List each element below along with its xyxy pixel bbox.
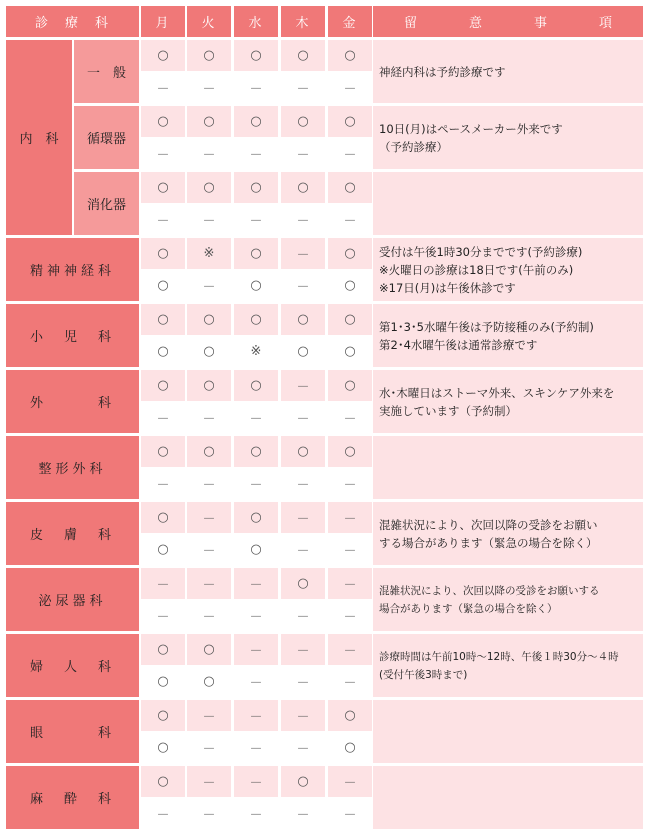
department-note: 受付は午後1時30分までです(予約診療) ※火曜日の診療は18日です(午前のみ) ※17日(月)は午後休診です [373,238,643,301]
am-mark: － [281,370,325,401]
department-label: 麻 酔 科 [6,766,139,829]
pm-mark: － [281,204,325,235]
department-note: 混雑状況により、次回以降の受診をお願いする 場合があります（緊急の場合を除く） [373,568,643,631]
pm-mark: － [281,732,325,763]
department-note: 神経内科は予約診療です [373,40,643,103]
header-day: 月 [141,6,185,37]
am-mark: ○ [141,40,185,71]
am-mark: ○ [187,40,231,71]
subdepartment-label: 循環器 [74,106,139,169]
pm-mark: － [187,600,231,631]
pm-mark: － [328,534,372,565]
am-mark: ○ [141,766,185,797]
pm-mark: － [281,798,325,829]
pm-mark: ○ [328,336,372,367]
am-mark: ○ [328,304,372,335]
pm-mark: － [141,138,185,169]
pm-mark: － [281,666,325,697]
pm-mark: － [141,468,185,499]
pm-mark: － [187,468,231,499]
am-mark: ○ [187,436,231,467]
department-label: 精神神経科 [6,238,139,301]
pm-mark: ○ [187,336,231,367]
am-mark: － [328,568,372,599]
am-mark: － [234,700,278,731]
am-mark: ○ [328,700,372,731]
pm-mark: ○ [234,534,278,565]
department-label: 小 児 科 [6,304,139,367]
pm-mark: － [141,798,185,829]
pm-mark: － [328,666,372,697]
pm-mark: － [281,534,325,565]
am-mark: ○ [328,370,372,401]
am-mark: ○ [187,370,231,401]
am-mark: ○ [234,172,278,203]
department-note [373,436,643,499]
am-mark: ○ [187,172,231,203]
am-mark: ○ [234,238,278,269]
am-mark: ○ [281,304,325,335]
am-mark: ○ [328,106,372,137]
pm-mark: － [187,732,231,763]
pm-mark: ○ [187,666,231,697]
am-mark: ○ [141,106,185,137]
header-day: 木 [281,6,325,37]
am-mark: ○ [281,40,325,71]
am-mark: － [234,634,278,665]
pm-mark: － [187,270,231,301]
department-note [373,766,643,829]
pm-mark: ○ [141,732,185,763]
department-label: 外 科 [6,370,139,433]
pm-mark: － [234,138,278,169]
am-mark: － [328,766,372,797]
am-mark: ○ [187,634,231,665]
pm-mark: － [328,402,372,433]
am-mark: ○ [281,172,325,203]
am-mark: ○ [234,304,278,335]
pm-mark: － [187,798,231,829]
am-mark: － [328,502,372,533]
pm-mark: ○ [281,336,325,367]
pm-mark: － [141,402,185,433]
pm-mark: － [234,204,278,235]
header-day: 水 [234,6,278,37]
am-mark: － [187,568,231,599]
am-mark: － [328,634,372,665]
am-mark: ○ [281,568,325,599]
header-notes-char: 留 [403,16,417,31]
pm-mark: － [328,468,372,499]
pm-mark: ○ [234,270,278,301]
pm-mark: ○ [141,336,185,367]
am-mark: ○ [141,304,185,335]
pm-mark: － [234,72,278,103]
am-mark: ○ [234,502,278,533]
am-mark: ○ [141,502,185,533]
am-mark: － [281,634,325,665]
pm-mark: ※ [234,336,278,367]
department-note [373,700,643,763]
am-mark: ○ [328,238,372,269]
header-day: 金 [328,6,372,37]
department-internal-medicine: 内 科 [6,40,72,235]
pm-mark: － [187,402,231,433]
am-mark: ○ [234,370,278,401]
pm-mark: ○ [141,666,185,697]
department-label: 泌尿器科 [6,568,139,631]
department-note: 診療時間は午前10時～12時、午後１時30分～４時 (受付午後3時まで) [373,634,643,697]
header-notes-char: 意 [468,16,482,31]
pm-mark: － [328,600,372,631]
header-notes-char: 項 [599,16,613,31]
am-mark: ○ [234,106,278,137]
am-mark: － [187,502,231,533]
header-notes-char: 事 [534,16,548,31]
pm-mark: － [328,204,372,235]
pm-mark: － [328,138,372,169]
am-mark: ○ [234,436,278,467]
am-mark: ○ [141,238,185,269]
pm-mark: － [141,204,185,235]
am-mark: ○ [141,700,185,731]
pm-mark: － [281,402,325,433]
pm-mark: － [234,666,278,697]
pm-mark: ○ [328,270,372,301]
am-mark: ○ [187,304,231,335]
am-mark: ○ [234,40,278,71]
am-mark: ※ [187,238,231,269]
subdepartment-label: 消化器 [74,172,139,235]
department-note: 水･木曜日はストーマ外来、スキンケア外来を 実施しています（予約制） [373,370,643,433]
am-mark: ○ [328,40,372,71]
am-mark: ○ [281,106,325,137]
pm-mark: ○ [141,534,185,565]
pm-mark: － [187,204,231,235]
pm-mark: － [234,468,278,499]
am-mark: － [281,700,325,731]
department-note [373,172,643,235]
pm-mark: － [141,600,185,631]
header-notes [373,6,643,37]
pm-mark: － [234,600,278,631]
pm-mark: － [187,138,231,169]
header-department: 診 療 科 [6,6,139,37]
header-day: 火 [187,6,231,37]
am-mark: － [234,766,278,797]
pm-mark: － [281,468,325,499]
am-mark: － [141,568,185,599]
am-mark: － [281,502,325,533]
am-mark: － [187,700,231,731]
pm-mark: － [328,798,372,829]
am-mark: － [187,766,231,797]
am-mark: － [281,238,325,269]
am-mark: ○ [141,370,185,401]
am-mark: ○ [281,766,325,797]
pm-mark: － [281,72,325,103]
department-label: 眼 科 [6,700,139,763]
am-mark: ○ [141,436,185,467]
am-mark: ○ [328,436,372,467]
pm-mark: － [234,798,278,829]
am-mark: ○ [328,172,372,203]
department-note: 混雑状況により、次回以降の受診をお願い する場合があります（緊急の場合を除く） [373,502,643,565]
am-mark: － [234,568,278,599]
department-label: 整形外科 [6,436,139,499]
pm-mark: － [187,534,231,565]
pm-mark: － [281,600,325,631]
department-note: 10日(月)はペースメーカー外来です （予約診療） [373,106,643,169]
pm-mark: － [234,732,278,763]
department-label: 皮 膚 科 [6,502,139,565]
subdepartment-label: 一 般 [74,40,139,103]
am-mark: ○ [281,436,325,467]
pm-mark: － [234,402,278,433]
department-label: 婦 人 科 [6,634,139,697]
department-note: 第1･3･5水曜午後は予防接種のみ(予約制) 第2･4水曜午後は通常診療です [373,304,643,367]
pm-mark: ○ [141,270,185,301]
pm-mark: － [281,270,325,301]
am-mark: ○ [141,634,185,665]
pm-mark: ○ [328,732,372,763]
pm-mark: － [141,72,185,103]
pm-mark: － [281,138,325,169]
pm-mark: － [328,72,372,103]
am-mark: ○ [141,172,185,203]
am-mark: ○ [187,106,231,137]
pm-mark: － [187,72,231,103]
